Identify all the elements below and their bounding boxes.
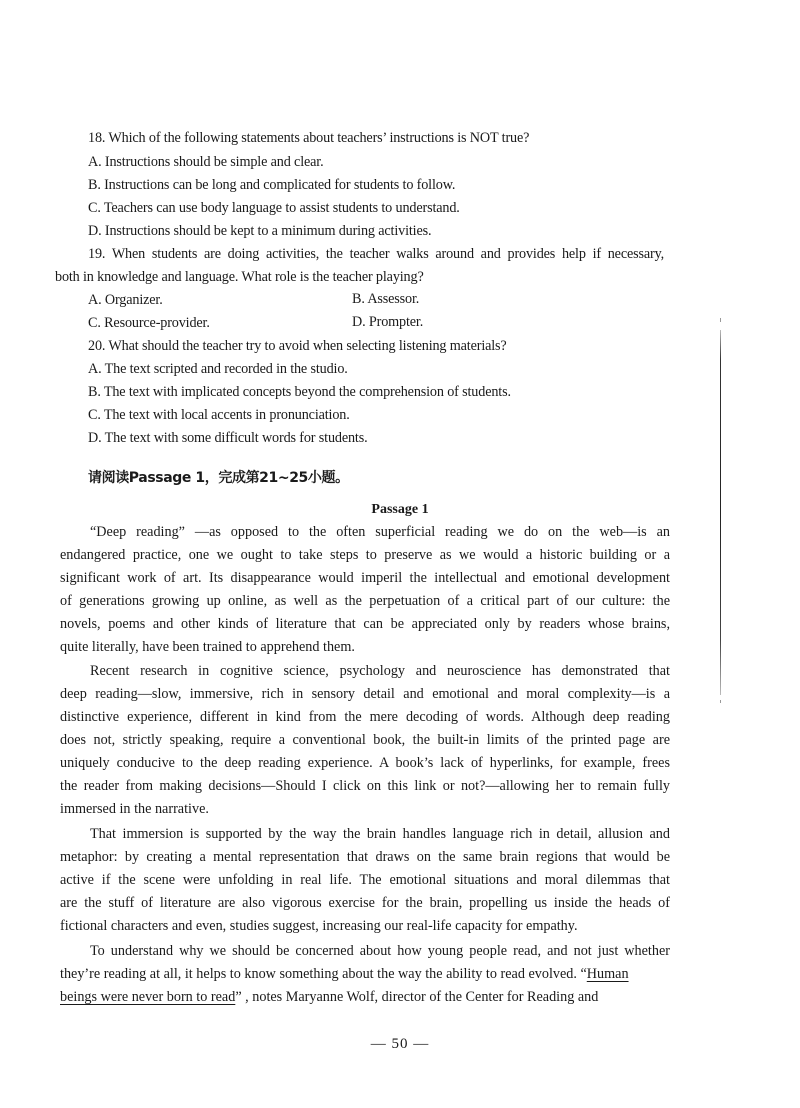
margin-binding-line [720,330,721,695]
paragraph-line: uniquely conducive to the deep reading experience. A book’s lack of hyperlinks, for example, frees [60,755,670,771]
option-d: D. Prompter. [352,314,424,330]
option-b: B. Instructions can be long and complicated for students to follow. [88,177,456,193]
question-stem: 18. Which of the following statements about teachers’ instructions is NOT true? [88,130,530,146]
paragraph-line: significant work of art. Its disappearance would imperil the intellectual and emotional development [60,570,670,586]
paragraph-text: they’re reading at all, it helps to know something about the way the ability to read evolved. “ [60,966,587,982]
underlined-quote: Human [586,966,629,982]
paragraph-line [60,989,670,1006]
section-instruction: 请阅读Passage 1，完成第21~25小题。 [88,470,349,486]
paragraph-line: active if the scene were unfolding in real life. The emotional situations and moral dilemmas that [60,872,670,888]
option-d: D. The text with some difficult words for students. [88,430,368,446]
paragraph-line: distinctive experience, different in kind from the mere decoding of words. Although deep reading [60,709,670,725]
paragraph-line: novels, poems and other kinds of literature that can be appreciated only by readers whose brains, [60,616,670,632]
page-number: — 50 — [370,1036,430,1052]
paragraph-line [60,966,670,983]
paragraph-line: “Deep reading” —as opposed to the often superficial reading we do on the web—is an [90,524,670,540]
question-stem-line-2: both in knowledge and language. What role is the teacher playing? [55,269,424,285]
paragraph-line: are the stuff of literature are also vigorous exercise for the brain, propelling us inside the heads of [60,895,670,911]
paragraph-line: fictional characters and even, studies suggest, increasing our real-life capacity for empathy. [60,918,578,934]
paragraph-line: That immersion is supported by the way the brain handles language rich in detail, allusion and [90,826,670,842]
option-a: A. The text scripted and recorded in the studio. [88,361,348,377]
margin-mark [720,700,721,703]
paragraph-line: To understand why we should be concerned about how young people read, and not just whether [90,943,670,959]
paragraph-line: deep reading—slow, immersive, rich in sensory detail and emotional and moral complexity—is a [60,686,670,702]
passage-title: Passage 1 [371,502,429,517]
option-b: B. The text with implicated concepts beyond the comprehension of students. [88,384,511,400]
paragraph-line: quite literally, have been trained to apprehend them. [60,639,355,655]
option-c: C. The text with local accents in pronunciation. [88,407,350,423]
paragraph-text: ” , notes Maryanne Wolf, director of the Center for Reading and [235,989,599,1005]
option-a: A. Organizer. [88,292,163,308]
margin-mark [720,318,721,322]
option-c: C. Teachers can use body language to assist students to understand. [88,200,460,216]
paragraph-line: does not, strictly speaking, require a conventional book, the built-in limits of the printed page are [60,732,670,748]
question-stem: 20. What should the teacher try to avoid when selecting listening materials? [88,338,507,354]
option-d: D. Instructions should be kept to a minimum during activities. [88,223,432,239]
paragraph-line: immersed in the narrative. [60,801,209,817]
paragraph-line: Recent research in cognitive science, psychology and neuroscience has demonstrated that [90,663,670,679]
option-b: B. Assessor. [352,291,420,307]
paragraph-line: endangered practice, one we ought to take steps to preserve as we would a historic building or a [60,547,670,563]
paragraph-line: the reader from making decisions—Should I click on this link or not?—allowing her to remain fully [60,778,670,794]
paragraph-line: of generations growing up online, as well as the perpetuation of a critical part of our culture: the [60,593,670,609]
option-c: C. Resource-provider. [88,315,210,331]
underlined-quote: beings were never born to read [60,989,236,1005]
option-a: A. Instructions should be simple and clear. [88,154,324,170]
paragraph-line: metaphor: by creating a mental representation that draws on the same brain regions that would be [60,849,670,865]
question-stem-line-1: 19. When students are doing activities, the teacher walks around and provides help if necessary, [88,246,664,262]
